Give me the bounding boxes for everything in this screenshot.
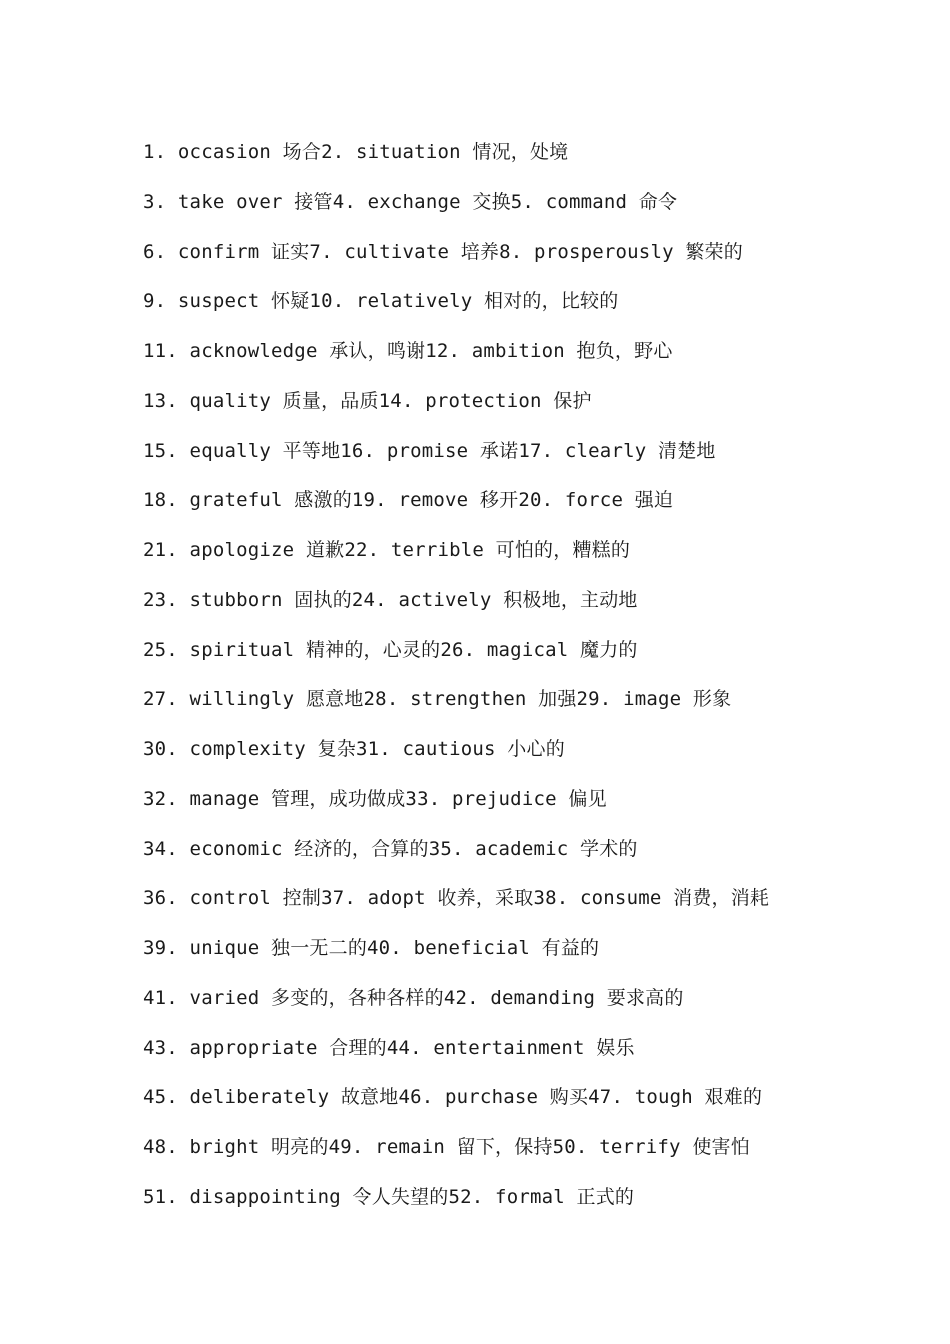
vocabulary-list (143, 137, 923, 1232)
vocab-line-22: 51. disappointing 令人失望的52. formal 正式的 (143, 1185, 635, 1208)
vocab-line-11: 25. spiritual 精神的，心灵的26. magical 魔力的 (143, 638, 638, 661)
vocab-line-8: 18. grateful 感激的19. remove 移开20. force 强迫 (143, 489, 674, 512)
vocab-line-12: 27. willingly 愿意地28. strengthen 加强29. image 形象 (143, 688, 732, 711)
vocab-line-4: 9. suspect 怀疑10. relatively 相对的，比较的 (143, 290, 619, 313)
vocab-line-21: 48. bright 明亮的49. remain 留下，保持50. terrify 使害怕 (143, 1136, 750, 1158)
vocab-line-19: 43. appropriate 合理的44. entertainment 娱乐 (143, 1036, 635, 1059)
vocab-line-5: 11. acknowledge 承认，鸣谢12. ambition 抱负，野心 (143, 340, 673, 362)
vocab-line-13: 30. complexity 复杂31. cautious 小心的 (143, 738, 565, 760)
vocab-line-1: 1. occasion 场合2. situation 情况，处境 (143, 141, 569, 163)
vocab-line-15: 34. economic 经济的，合算的35. academic 学术的 (143, 837, 638, 860)
vocab-line-18: 41. varied 多变的，各种各样的42. demanding 要求高的 (143, 986, 684, 1009)
vocab-line-2: 3. take over 接管4. exchange 交换5. command 命令 (143, 190, 678, 213)
vocab-line-16: 36. control 控制37. adopt 收养，采取38. consume 消费，消耗 (143, 887, 770, 910)
vocab-line-14: 32. manage 管理，成功做成33. prejudice 偏见 (143, 787, 607, 810)
vocab-line-3: 6. confirm 证实7. cultivate 培养8. prosperously 繁荣的 (143, 240, 743, 263)
vocab-line-17: 39. unique 独一无二的40. beneficial 有益的 (143, 937, 600, 959)
vocab-line-10: 23. stubborn 固执的24. actively 积极地，主动地 (143, 588, 638, 611)
vocab-line-9: 21. apologize 道歉22. terrible 可怕的，糟糕的 (143, 539, 631, 561)
vocab-line-20: 45. deliberately 故意地46. purchase 购买47. tough 艰难的 (143, 1086, 763, 1109)
vocab-line-6: 13. quality 质量，品质14. protection 保护 (143, 389, 592, 412)
vocab-line-7: 15. equally 平等地16. promise 承诺17. clearly 清楚地 (143, 439, 716, 462)
